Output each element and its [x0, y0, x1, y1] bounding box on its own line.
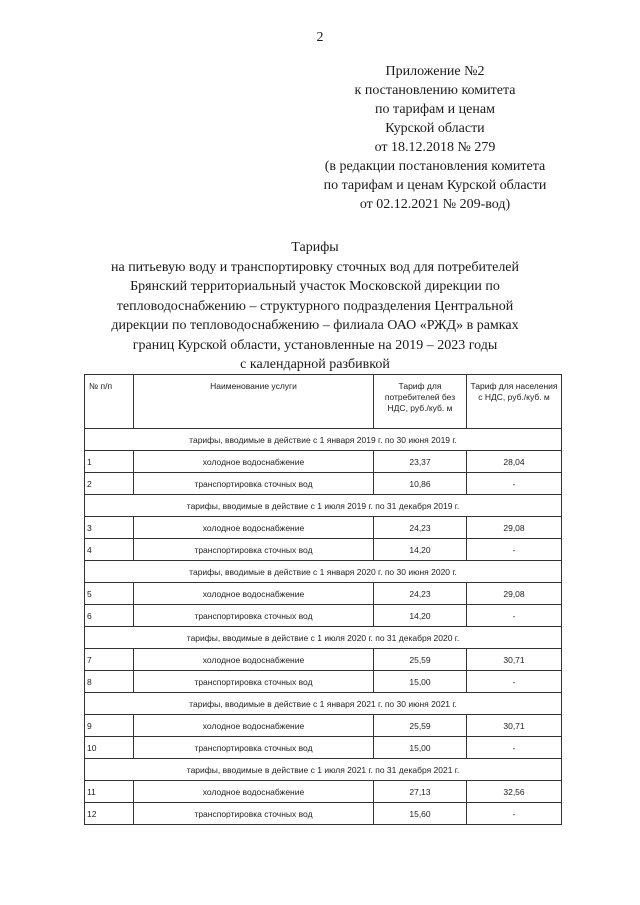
period-row: [85, 561, 562, 583]
table-row: [85, 517, 562, 539]
table-row: [85, 649, 562, 671]
row-service: транспортировка сточных вод: [134, 539, 374, 561]
table-row: [85, 539, 562, 561]
appendix-line: по тарифам и ценам Курской области: [323, 178, 547, 193]
table-row: [85, 781, 562, 803]
row-service: транспортировка сточных вод: [134, 671, 374, 693]
row-service: транспортировка сточных вод: [134, 803, 374, 825]
row-service: холодное водоснабжение: [134, 451, 374, 473]
table-row: [85, 473, 562, 495]
appendix-line: Приложение №2: [385, 64, 485, 79]
row-tariff-population: 30,71: [467, 715, 562, 737]
table-row: [85, 737, 562, 759]
row-service: холодное водоснабжение: [134, 649, 374, 671]
appendix-line: от 18.12.2018 № 279: [374, 140, 496, 155]
period-label: тарифы, вводимые в действие с 1 июля 2020 г. по 31 декабря 2020 г.: [85, 627, 562, 649]
page-number: 2: [316, 30, 324, 45]
row-service: холодное водоснабжение: [134, 583, 374, 605]
title-line: Тарифы: [291, 240, 339, 255]
row-tariff-population: -: [467, 737, 562, 759]
period-label: тарифы, вводимые в действие с 1 января 2019 г. по 30 июня 2019 г.: [85, 429, 562, 451]
title-line: дирекции по тепловодоснабжению – филиала ОАО «РЖД» в рамках: [111, 318, 519, 333]
table-row: [85, 671, 562, 693]
table-row: [85, 583, 562, 605]
period-label: тарифы, вводимые в действие с 1 июля 2021 г. по 31 декабря 2021 г.: [85, 759, 562, 781]
row-num: 5: [85, 583, 134, 605]
row-service: транспортировка сточных вод: [134, 737, 374, 759]
tariff-table: [84, 374, 562, 825]
row-tariff-consumers: 25,59: [374, 649, 467, 671]
header-tariff-population: Тариф для населения с НДС, руб./куб. м: [467, 375, 562, 429]
appendix-line: Курской области: [385, 121, 485, 136]
row-tariff-consumers: 27,13: [374, 781, 467, 803]
row-num: 7: [85, 649, 134, 671]
row-tariff-consumers: 25,59: [374, 715, 467, 737]
row-service: холодное водоснабжение: [134, 781, 374, 803]
period-label: тарифы, вводимые в действие с 1 января 2021 г. по 30 июня 2021 г.: [85, 693, 562, 715]
header-num: № п/п: [85, 375, 134, 429]
row-tariff-population: -: [467, 473, 562, 495]
appendix-block: [300, 62, 570, 214]
row-service: транспортировка сточных вод: [134, 473, 374, 495]
row-tariff-population: -: [467, 539, 562, 561]
title-line: границ Курской области, установленные на 2019 – 2023 годы: [132, 337, 498, 353]
table-row: [85, 605, 562, 627]
row-service: холодное водоснабжение: [134, 715, 374, 737]
appendix-line: от 02.12.2021 № 209-вод): [359, 197, 511, 212]
row-num: 2: [85, 473, 134, 495]
row-tariff-consumers: 14,20: [374, 539, 467, 561]
row-tariff-consumers: 15,00: [374, 737, 467, 759]
row-tariff-consumers: 14,20: [374, 605, 467, 627]
table-header-row: [85, 375, 562, 429]
row-num: 11: [85, 781, 134, 803]
row-tariff-consumers: 15,60: [374, 803, 467, 825]
row-tariff-population: -: [467, 803, 562, 825]
table-row: [85, 803, 562, 825]
appendix-line: по тарифам и ценам: [375, 102, 495, 117]
row-num: 4: [85, 539, 134, 561]
row-num: 3: [85, 517, 134, 539]
row-num: 6: [85, 605, 134, 627]
period-row: [85, 759, 562, 781]
header-tariff-consumers: Тариф для потребителей без НДС, руб./куб. м: [374, 375, 467, 429]
table-row: [85, 451, 562, 473]
period-row: [85, 495, 562, 517]
document-title: [80, 238, 550, 375]
row-tariff-population: -: [467, 671, 562, 693]
row-tariff-population: 28,04: [467, 451, 562, 473]
row-tariff-population: -: [467, 605, 562, 627]
row-service: транспортировка сточных вод: [134, 605, 374, 627]
period-label: тарифы, вводимые в действие с 1 июля 2019 г. по 31 декабря 2019 г.: [85, 495, 562, 517]
row-tariff-consumers: 15,00: [374, 671, 467, 693]
row-tariff-consumers: 24,23: [374, 583, 467, 605]
title-line: тепловодоснабжению – структурного подразделения Центральной: [116, 298, 514, 314]
row-tariff-population: 29,08: [467, 583, 562, 605]
appendix-line: (в редакции постановления комитета: [324, 159, 546, 174]
row-tariff-consumers: 23,37: [374, 451, 467, 473]
row-num: 8: [85, 671, 134, 693]
period-row: [85, 693, 562, 715]
row-service: холодное водоснабжение: [134, 517, 374, 539]
table-row: [85, 715, 562, 737]
row-num: 12: [85, 803, 134, 825]
row-num: 10: [85, 737, 134, 759]
title-line: на питьевую воду и транспортировку сточных вод для потребителей: [110, 259, 520, 275]
row-tariff-consumers: 24,23: [374, 517, 467, 539]
period-row: [85, 429, 562, 451]
row-tariff-population: 32,56: [467, 781, 562, 803]
row-num: 9: [85, 715, 134, 737]
header-service: Наименование услуги: [134, 375, 374, 429]
period-row: [85, 627, 562, 649]
title-line: Брянский территориальный участок Московской дирекции по: [130, 279, 500, 294]
period-label: тарифы, вводимые в действие с 1 января 2020 г. по 30 июня 2020 г.: [85, 561, 562, 583]
row-num: 1: [85, 451, 134, 473]
row-tariff-population: 29,08: [467, 517, 562, 539]
row-tariff-consumers: 10,86: [374, 473, 467, 495]
title-line: с календарной разбивкой: [240, 357, 390, 372]
appendix-line: к постановлению комитета: [354, 83, 516, 98]
row-tariff-population: 30,71: [467, 649, 562, 671]
